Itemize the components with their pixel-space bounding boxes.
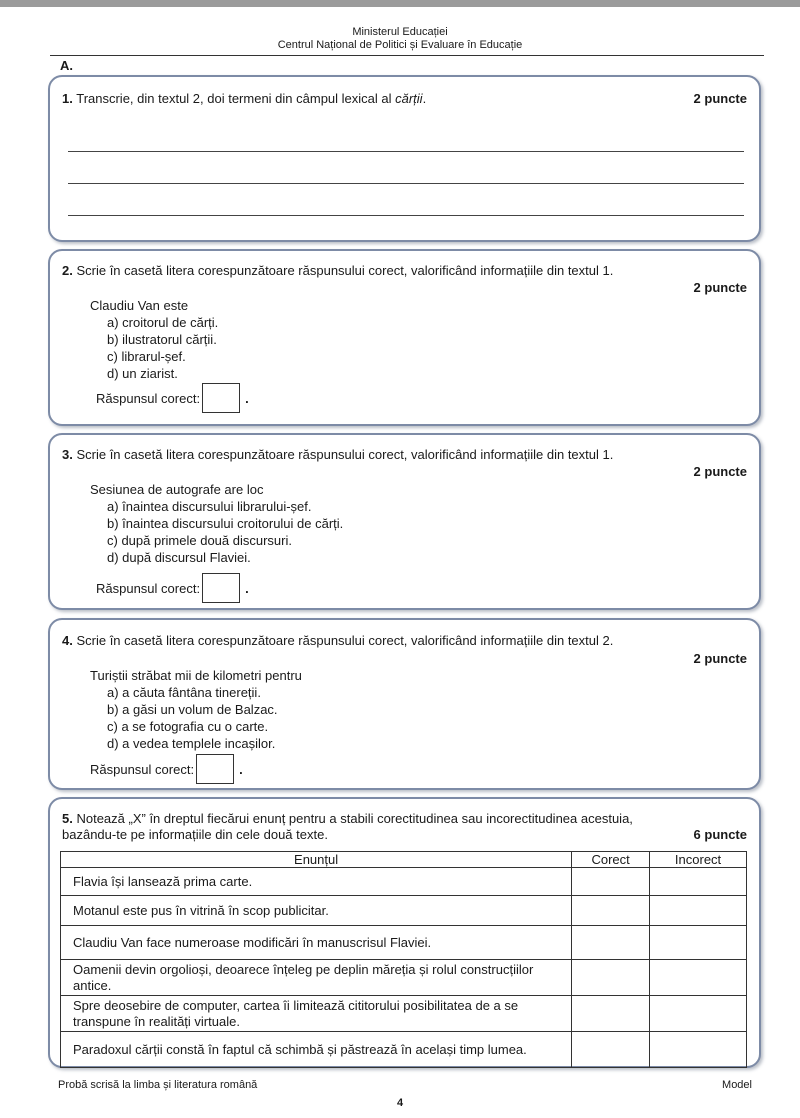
question-1-number: 1. bbox=[62, 91, 73, 106]
question-3-stem: Sesiunea de autografe are loc bbox=[90, 482, 264, 497]
option-c: c) după primele două discursuri. bbox=[107, 533, 292, 548]
question-5-text: 5. Notează „X” în dreptul fiecărui enunț pentru a stabili corectitudinea sau incorectitudinea acestuia, bbox=[62, 811, 633, 826]
question-4-text: 4. Scrie în casetă litera corespunzătoare răspunsului corect, valorificând informațiile din textul 2. bbox=[62, 633, 614, 648]
table-header-row bbox=[61, 852, 747, 868]
question-4-stem: Turiștii străbat mii de kilometri pentru bbox=[90, 668, 302, 683]
statement-cell: Oamenii devin orgolioși, deoarece înțeleg pe deplin măreția și rolul construcțiilor antice. bbox=[61, 960, 572, 996]
table-row bbox=[61, 996, 747, 1032]
question-5-box bbox=[48, 797, 761, 1068]
question-4-answer: Răspunsul corect: . bbox=[90, 754, 243, 784]
answer-box[interactable] bbox=[202, 383, 240, 413]
table-row bbox=[61, 960, 747, 996]
option-a: a) a căuta fântâna tinereții. bbox=[107, 685, 261, 700]
table-row bbox=[61, 896, 747, 926]
footer-exam-title: Probă scrisă la limba și literatura română bbox=[58, 1079, 258, 1091]
incorrect-cell[interactable] bbox=[650, 1032, 747, 1068]
question-2-box bbox=[48, 249, 761, 426]
option-c: c) a se fotografia cu o carte. bbox=[107, 719, 269, 734]
column-header-correct: Corect bbox=[572, 852, 650, 868]
correct-cell[interactable] bbox=[572, 896, 650, 926]
answer-box[interactable] bbox=[196, 754, 234, 784]
footer-model-label: Model bbox=[722, 1079, 752, 1091]
question-3-number: 3. bbox=[62, 447, 73, 462]
question-3-answer: Răspunsul corect: . bbox=[96, 573, 249, 603]
statement-cell: Paradoxul cărții constă în faptul că schimbă și păstrează în același timp lumea. bbox=[61, 1032, 572, 1068]
statement-cell: Spre deosebire de computer, cartea îi limitează cititorului posibilitatea de a se transpune în realități virtuale. bbox=[61, 996, 572, 1032]
section-letter: A. bbox=[60, 58, 73, 73]
correct-cell[interactable] bbox=[572, 996, 650, 1032]
answer-line-2[interactable] bbox=[68, 183, 744, 184]
option-a: a) înaintea discursului librarului-șef. bbox=[107, 499, 312, 514]
correct-cell[interactable] bbox=[572, 868, 650, 896]
incorrect-cell[interactable] bbox=[650, 868, 747, 896]
center-name: Centrul Național de Politici și Evaluare în Educație bbox=[277, 39, 523, 51]
option-c: c) librarul-șef. bbox=[107, 349, 186, 364]
option-b: b) ilustratorul cărții. bbox=[107, 332, 217, 347]
table-row bbox=[61, 868, 747, 896]
correct-cell[interactable] bbox=[572, 926, 650, 960]
incorrect-cell[interactable] bbox=[650, 996, 747, 1032]
question-5-number: 5. bbox=[62, 811, 73, 826]
statement-cell: Flavia își lansează prima carte. bbox=[61, 868, 572, 896]
incorrect-cell[interactable] bbox=[650, 896, 747, 926]
question-4-number: 4. bbox=[62, 633, 73, 648]
table-row bbox=[61, 926, 747, 960]
question-1-box bbox=[48, 75, 761, 242]
question-2-number: 2. bbox=[62, 263, 73, 278]
option-a: a) croitorul de cărți. bbox=[107, 315, 219, 330]
question-4-box bbox=[48, 618, 761, 790]
option-d: d) un ziarist. bbox=[107, 366, 178, 381]
question-2-answer: Răspunsul corect: . bbox=[96, 383, 249, 413]
question-2-points: 2 puncte bbox=[693, 280, 747, 295]
correct-cell[interactable] bbox=[572, 1032, 650, 1068]
question-3-box bbox=[48, 433, 761, 610]
page-header bbox=[0, 26, 800, 52]
top-gray-bar bbox=[0, 0, 800, 7]
question-2-text: 2. Scrie în casetă litera corespunzătoare răspunsului corect, valorificând informațiile din textul 1. bbox=[62, 263, 614, 278]
table-row bbox=[61, 1032, 747, 1068]
option-b: b) înaintea discursului croitorului de cărți. bbox=[107, 516, 344, 531]
correct-cell[interactable] bbox=[572, 960, 650, 996]
statements-table bbox=[60, 851, 747, 1068]
option-d: d) a vedea templele incașilor. bbox=[107, 736, 276, 751]
question-4-points: 2 puncte bbox=[693, 651, 747, 666]
question-2-stem: Claudiu Van este bbox=[90, 298, 189, 313]
question-3-points: 2 puncte bbox=[693, 464, 747, 479]
answer-line-1[interactable] bbox=[68, 151, 744, 152]
header-divider bbox=[50, 55, 764, 56]
question-5-text-line2: bazându-te pe informațiile din cele două texte. bbox=[62, 827, 328, 842]
question-5-points: 6 puncte bbox=[693, 827, 747, 842]
column-header-statement: Enunțul bbox=[61, 852, 572, 868]
question-3-text: 3. Scrie în casetă litera corespunzătoare răspunsului corect, valorificând informațiile din textul 1. bbox=[62, 447, 614, 462]
option-d: d) după discursul Flaviei. bbox=[107, 550, 251, 565]
incorrect-cell[interactable] bbox=[650, 926, 747, 960]
option-b: b) a găsi un volum de Balzac. bbox=[107, 702, 278, 717]
answer-line-3[interactable] bbox=[68, 215, 744, 216]
statement-cell: Claudiu Van face numeroase modificări în manuscrisul Flaviei. bbox=[61, 926, 572, 960]
answer-box[interactable] bbox=[202, 573, 240, 603]
statement-cell: Motanul este pus în vitrină în scop publicitar. bbox=[61, 896, 572, 926]
incorrect-cell[interactable] bbox=[650, 960, 747, 996]
question-1-points: 2 puncte bbox=[693, 91, 747, 106]
page-number: 4 bbox=[396, 1097, 404, 1109]
question-1-text: 1. Transcrie, din textul 2, doi termeni din câmpul lexical al cărții. bbox=[62, 91, 427, 106]
column-header-incorrect: Incorect bbox=[650, 852, 747, 868]
ministry-name: Ministerul Educației bbox=[352, 26, 448, 38]
